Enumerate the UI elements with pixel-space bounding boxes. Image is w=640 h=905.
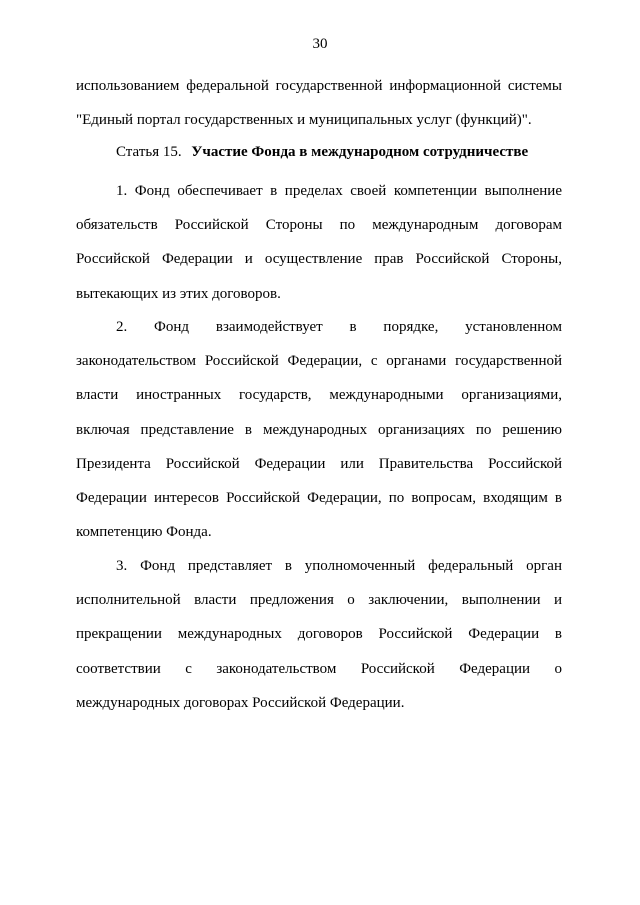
article-heading <box>116 142 576 162</box>
article-title: Участие Фонда в международном сотрудничестве <box>191 144 529 160</box>
continuation-text: использованием федеральной государственной информационной системы "Единый портал государственных и муниципальных услуг (функций)". <box>76 78 562 129</box>
page-number: 30 <box>312 36 328 52</box>
paragraph-3: 3. Фонд представляет в уполномоченный федеральный орган исполнительной власти предложения о заключении, выполнении и прекращении международных договоров Российской Федерации в соответствии с законодательством Российской Федерации о международных договорах Российской Федерации. <box>76 558 562 711</box>
paragraph-1: 1. Фонд обеспечивает в пределах своей компетенции выполнение обязательств Российской Стороны по международным договорам Российской Федерации и осуществление прав Российской Стороны, вытекающих из этих договоров. <box>76 183 562 302</box>
paragraph-2: 2. Фонд взаимодействует в порядке, установленном законодательством Российской Федерации, с органами государственной власти иностранных государств, международными организациями, включая представление в международных организациях по решению Президента Российской Федерации или Правительства Российской Федерации интересов Российской Федерации, по вопросам, входящим в компетенцию Фонда. <box>76 319 562 541</box>
article-number: Статья 15. <box>116 144 182 160</box>
